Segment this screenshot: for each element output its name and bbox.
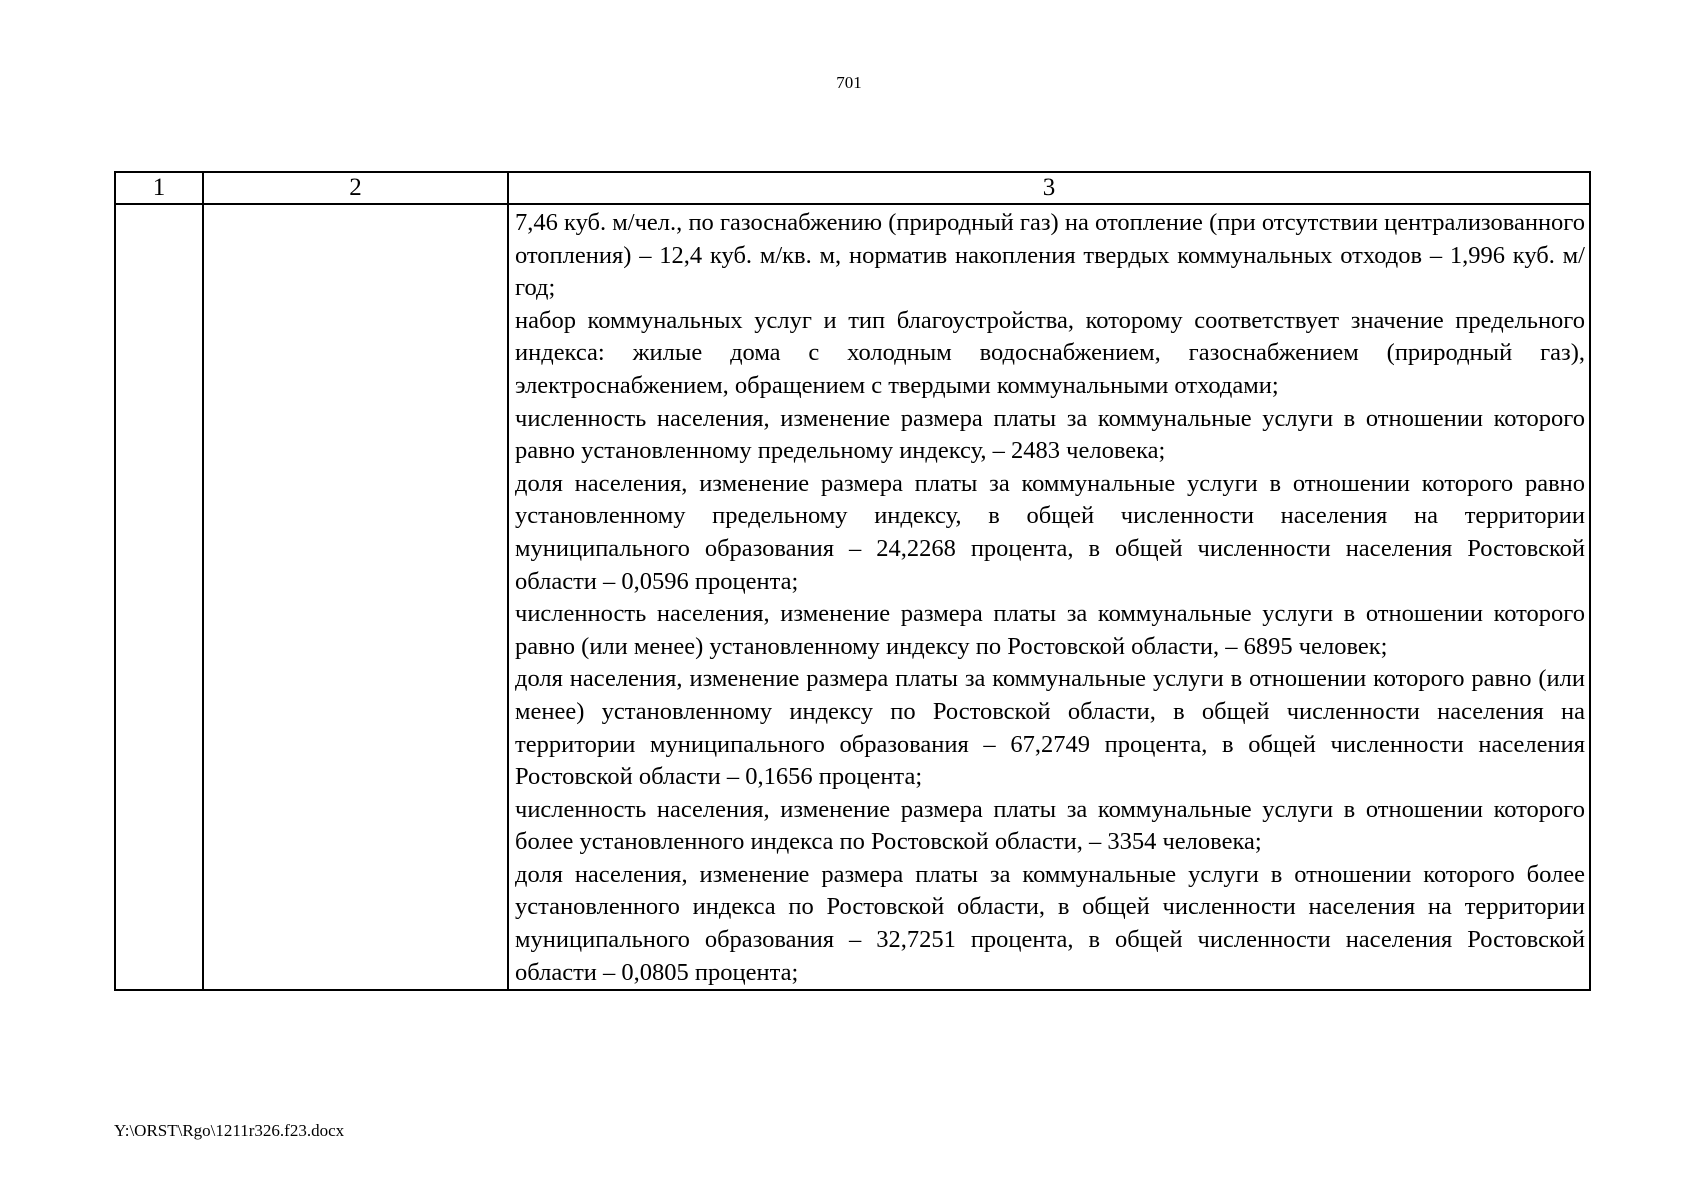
footer-file-path: Y:\ORST\Rgo\1211r326.f23.docx [114,1121,345,1140]
paragraph: доля населения, изменение размера платы за коммунальные услуги в отношении которого равно (или менее) установленному индексу по Ростовской области, в общей численности населения на территории муниципального образования – 67,2749 процента, в общей численности населения Ростовской области – 0,1656 процента; [515,665,1585,791]
content-table [114,171,1591,991]
paragraph: доля населения, изменение размера платы за коммунальные услуги в отношении которого более установленного индекса по Ростовской области, в общей численности населения на территории муниципального образования – 32,7251 процента, в общей численности населения Ростовской области – 0,0805 процента; [515,860,1585,986]
page-number: 701 [836,73,862,92]
column-header-1: 1 [115,172,203,204]
paragraph: доля населения, изменение размера платы за коммунальные услуги в отношении которого равно установленному предельному индексу, в общей численности населения на территории муниципального образования – 24,2268 процента, в общей численности населения Ростовской области – 0,0596 процента; [515,469,1585,595]
table-row [115,204,1590,990]
paragraph: набор коммунальных услуг и тип благоустройства, которому соответствует значение предельного индекса: жилые дома с холодным водоснабжением, газоснабжением (природный газ), электроснабжением, обращением с твердыми коммунальными отходами; [515,306,1585,399]
paragraph: численность населения, изменение размера платы за коммунальные услуги в отношении которого равно установленному предельному индексу, – 2483 человека; [515,404,1585,465]
paragraph: численность населения, изменение размера платы за коммунальные услуги в отношении которого равно (или менее) установленному индексу по Ростовской области, – 6895 человек; [515,600,1585,660]
column-header-2: 2 [203,172,508,204]
table-cell-col2 [203,204,508,990]
table-cell-col1 [115,204,203,990]
cell-text-block [509,205,1589,989]
paragraph: 7,46 куб. м/чел., по газоснабжению (природный газ) на отопление (при отсутствии централизованного отопления) – 12,4 куб. м/кв. м, норматив накопления твердых коммунальных отходов – 1,996 куб. м/год; [515,209,1585,302]
column-header-3: 3 [508,172,1590,204]
paragraph: численность населения, изменение размера платы за коммунальные услуги в отношении которого более установленного индекса по Ростовской области, – 3354 человека; [515,795,1585,856]
table-header-row [115,172,1590,204]
table-cell-col3 [508,204,1590,990]
